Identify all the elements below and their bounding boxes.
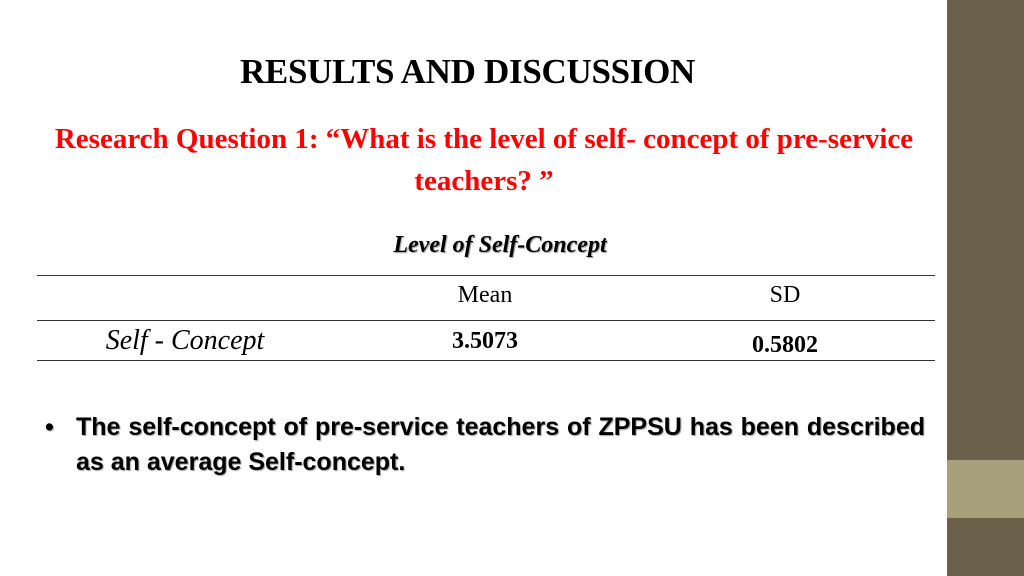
research-question: Research Question 1: “What is the level of self- concept of pre-service teachers? ”	[54, 123, 914, 197]
table-top-rule	[37, 275, 935, 276]
slide-side-bar	[947, 0, 1024, 576]
table-caption: Level of Self-Concept	[393, 232, 607, 258]
bullet-text: The self-concept of pre-service teachers of ZPPSU has been described as an average Self-concept.	[76, 413, 925, 476]
slide-title: RESULTS AND DISCUSSION	[239, 52, 696, 91]
bullet-glyph: •	[45, 413, 54, 441]
column-header-sd: SD	[769, 282, 801, 308]
table-cell-sd: 0.5802	[752, 332, 818, 358]
table-row-label: Self - Concept	[105, 325, 265, 356]
table-bottom-rule	[37, 360, 935, 361]
table-header-rule	[37, 320, 935, 321]
bullet-list	[45, 410, 925, 480]
column-header-mean: Mean	[457, 282, 513, 308]
side-bar-accent	[947, 460, 1024, 518]
table-cell-mean: 3.5073	[452, 328, 518, 354]
bullet-item	[45, 410, 925, 480]
